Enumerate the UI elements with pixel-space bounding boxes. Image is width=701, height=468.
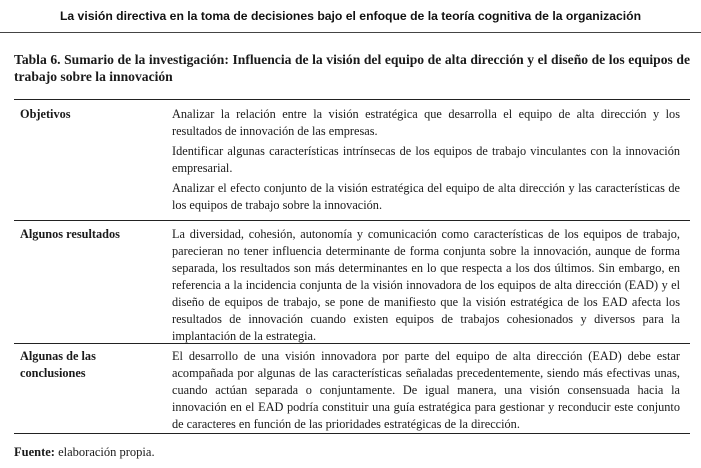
running-header — [0, 0, 701, 32]
table-caption: Tabla 6. Sumario de la investigación: Influencia de la visión del equipo de alta dirección y el diseño de los equipos de trabajo sobre la innovación — [14, 52, 690, 84]
objetivo-paragraph-2: Identificar algunas características intrínsecas de los equipos de trabajo vinculantes con la innovación empresarial. — [172, 144, 680, 175]
row-divider — [14, 220, 690, 221]
table-bottom-rule — [14, 433, 690, 434]
row-content-conclusiones — [172, 348, 680, 436]
row-label-conclusiones: Algunas de las conclusiones — [20, 349, 96, 380]
source-label: Fuente: — [14, 445, 55, 459]
row-divider — [14, 343, 690, 344]
table-source-note — [14, 444, 155, 461]
objetivo-paragraph-1: Analizar la relación entre la visión estratégica que desarrolla el equipo de alta dirección y los resultados de innovación de las empresas. — [172, 107, 680, 138]
table-top-rule — [14, 99, 690, 100]
resultados-paragraph: La diversidad, cohesión, autonomía y comunicación como características de los equipos de trabajo, parecieran no tener influencia determinante de forma conjunta sobre la innovación, aunque de forma separada, los resultados son más determinantes en lo que respecta a los dos últimos. Sin embargo, en referencia a la incidencia conjunta de la visión innovadora de los equipos de alta dirección (EAD) y el diseño de equipos de trabajo, se pone de manifiesto que la visión estratégica de los EAD afecta los resultados de innovación cuando existen equipos de trabajos cohesionados y diversos para la implantación de la estrategia. — [172, 227, 680, 343]
row-label-objetivos: Objetivos — [20, 107, 71, 121]
row-label-resultados: Algunos resultados — [20, 227, 120, 241]
header-divider — [0, 32, 701, 33]
running-header-title: La visión directiva en la toma de decisiones bajo el enfoque de la teoría cognitiva de la organización — [59, 9, 642, 23]
source-text: elaboración propia. — [58, 445, 155, 459]
row-content-resultados — [172, 226, 680, 348]
objetivo-paragraph-3: Analizar el efecto conjunto de la visión estratégica del equipo de alta dirección y las características de los equipos de trabajo sobre la innovación. — [172, 181, 680, 212]
conclusiones-paragraph: El desarrollo de una visión innovadora por parte del equipo de alta dirección (EAD) debe estar acompañada por algunas de las características señaladas precedentemente, siendo más efectivas unas, cuando actúan separada o conjuntamente. De igual manera, una visión consensuada hacia la innovación en el EAD podría constituir una guía estratégica para gestionar y reconducir este conjunto de caracteres en función de las prioridades estratégicas de la dirección. — [172, 349, 680, 431]
row-content-objetivos — [172, 106, 680, 217]
